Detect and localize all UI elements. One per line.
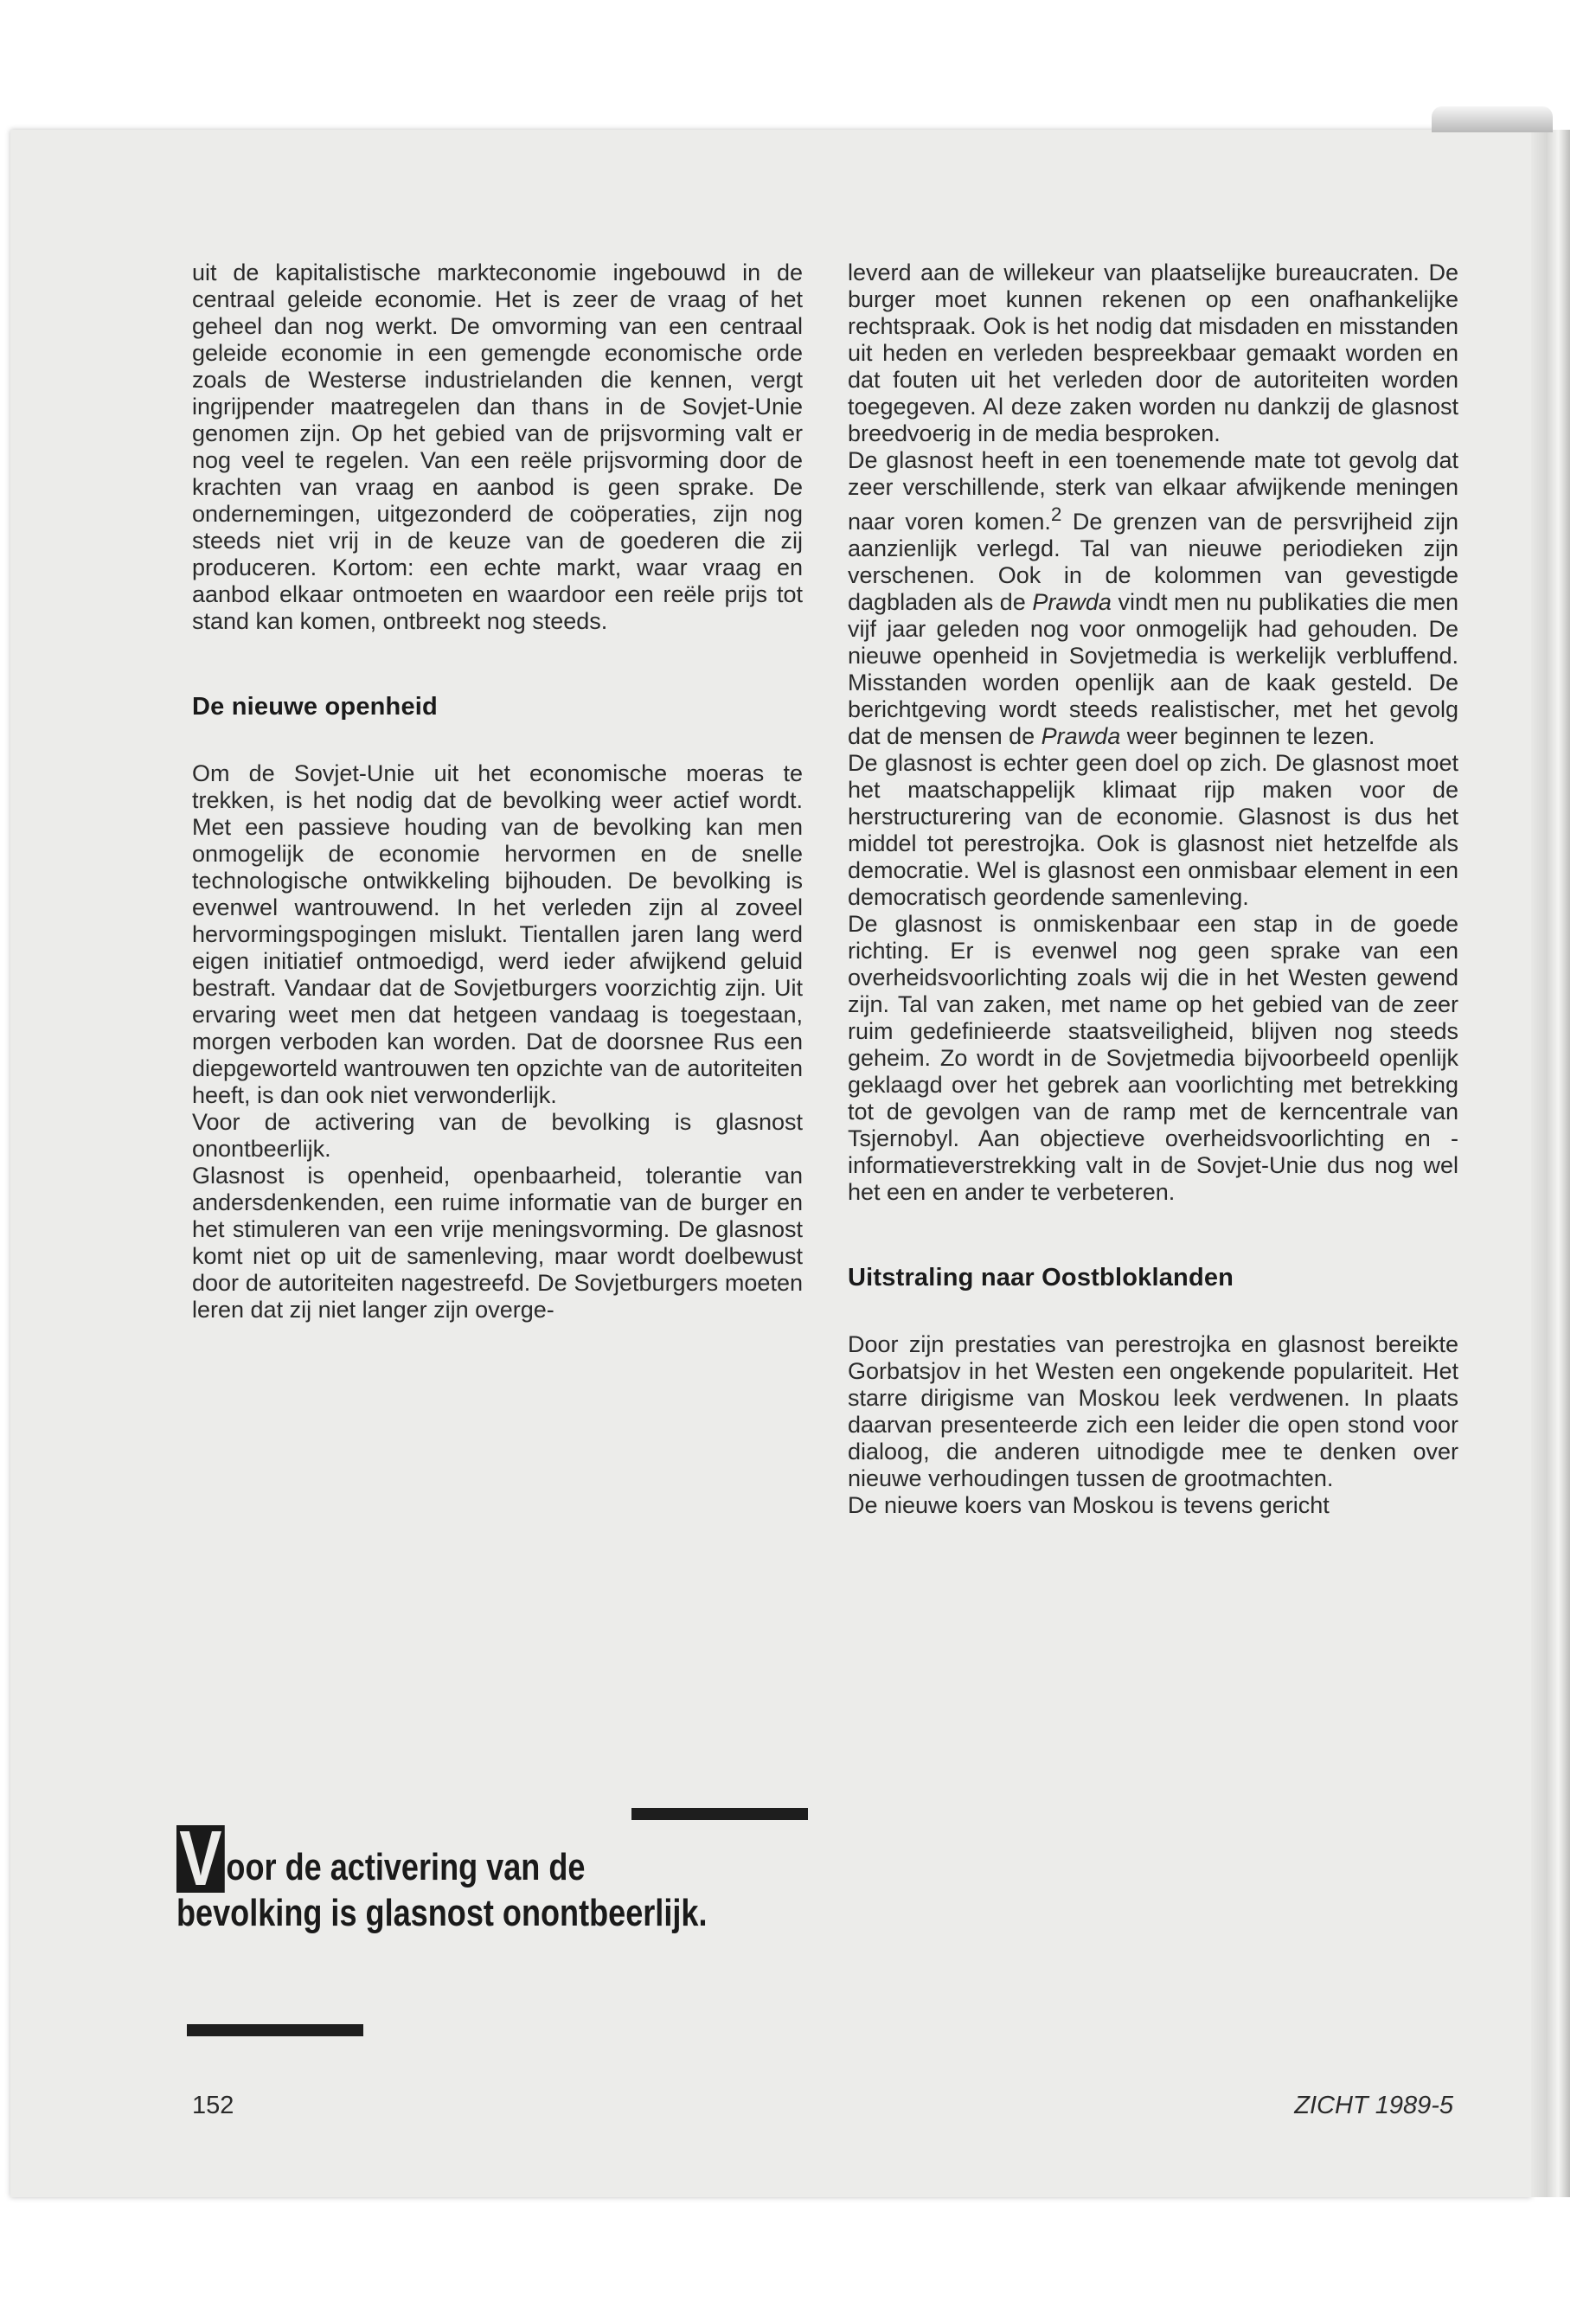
pull-quote-body: oor de activering van de bevolking is glasnost onontbeerlijk. (176, 1846, 708, 1934)
pull-quote-dropcap: V (176, 1825, 225, 1893)
right-paragraph-6: De nieuwe koers van Moskou is tevens gericht (848, 1492, 1330, 1518)
section-heading-nieuwe-openheid: De nieuwe openheid (192, 693, 438, 721)
left-paragraph-4: Glasnost is openheid, openbaarheid, tolerantie van andersdenkenden, een ruime informatie van de burger en het stimuleren van een vrije meningsvorming. De glasnost komt niet op uit de samenleving, maar wordt doelbewust door de autoriteiten nagestreefd. De Sovjetburgers moeten leren dat zij niet langer zijn overge- (192, 1163, 803, 1323)
right-paragraph-2: De glasnost heeft in een toenemende mate tot gevolg dat zeer verschillende, sterk van elkaar afwijkende meningen naar voren komen.$^2$ De grenzen van de persvrijheid zijn aanzienlijk verlegd. Tal van nieuwe periodieken zijn verschenen. Ook in de kolommen van gevestigde dagbladen als de Prawda vindt men nu publikaties die men vijf jaar geleden nog voor onmogelijk had gehouden. De nieuwe openheid in Sovjetmedia is werkelijk verbluffend. Misstanden worden openlijk aan de kaak gesteld. De berichtgeving wordt steeds realistischer, met het gevolg dat de mensen de Prawda weer beginnen te lezen. (848, 447, 1458, 749)
right-paragraph-1: leverd aan de willekeur van plaatselijke bureaucraten. De burger moet kunnen rekenen op een onafhankelijke rechtspraak. Ook is het nodig dat misdaden en misstanden uit heden en verleden bespreekbaar gemaakt worden en dat fouten uit het verleden door de autoriteiten worden toegegeven. Al deze zaken worden nu dankzij de glasnost breedvoerig in de media besproken. (848, 260, 1458, 446)
publication-title: Prawda (1032, 589, 1112, 615)
page-number: 152 (192, 2092, 234, 2119)
footnote-marker: 2 (1050, 503, 1062, 525)
pull-quote-text (176, 1816, 730, 1934)
journal-issue: ZICHT 1989-5 (1294, 2092, 1453, 2119)
right-column (848, 260, 1458, 1519)
right-paragraph-4: De glasnost is onmiskenbaar een stap in de goede richting. Er is evenwel nog geen sprake van een overheidsvoorlichting zoals wij die in het Westen gewend zijn. Tal van zaken, met name op het gebied van de zeer ruim gedefinieerde staatsveiligheid, blijven nog steeds geheim. Zo wordt in de Sovjetmedia bijvoorbeeld openlijk geklaagd over het gebrek aan voorlichting met betrekking tot de gevolgen van de ramp met de kerncentrale van Tsjernobyl. Aan objectieve overheidsvoorlichting en -informatieverstrekking valt in de Sovjet-Unie dus nog wel het een en ander te verbeteren. (848, 911, 1458, 1205)
right-paragraph-5: Door zijn prestaties van perestrojka en glasnost bereikte Gorbatsjov in het Westen een ongekende populariteit. Het starre dirigisme van Moskou leek verdwenen. In plaats daarvan presenteerde zich een leider die open stond voor dialoog, die anderen uitnodigde mee te denken over nieuwe verhoudingen tussen de grootmachten. (848, 1331, 1458, 1491)
pull-quote-bottom-rule (187, 2024, 363, 2036)
book-edge-tab (1432, 106, 1553, 132)
right-paragraph-3: De glasnost is echter geen doel op zich. De glasnost moet het maatschappelijk klimaat rijp maken voor de herstructurering van de economie. Glasnost is dus het middel tot perestrojka. Ook is glasnost niet hetzelfde als democratie. Wel is glasnost een onmisbaar element in een democratisch geordende samenleving. (848, 750, 1458, 910)
left-paragraph-3: Voor de activering van de bevolking is glasnost onontbeerlijk. (192, 1109, 803, 1162)
section-heading-oostbloklanden: Uitstraling naar Oostbloklanden (848, 1264, 1234, 1292)
left-paragraph-1: uit de kapitalistische markteconomie ingebouwd in de centraal geleide economie. Het is zeer de vraag of het geheel dan nog werkt. De omvorming van een centraal geleide economie in een gemengde economische orde zoals de Westerse industrielanden die kennen, vergt ingrijpender maatregelen dan thans in de Sovjet-Unie genomen zijn. Op het gebied van de prijsvorming valt er nog veel te regelen. Van een reële prijsvorming door de krachten van vraag en aanbod is geen sprake. De ondernemingen, uitgezonderd de coöperaties, zijn nog steeds niet vrij in de keuze van de goederen die zij produceren. Kortom: een echte markt, waar vraag en aanbod elkaar ontmoeten en waardoor een reële prijs tot stand kan komen, ontbreekt nog steeds. (192, 260, 803, 634)
left-paragraph-2: Om de Sovjet-Unie uit het economische moeras te trekken, is het nodig dat de bevolking weer actief wordt. Met een passieve houding van de bevolking kan men onmogelijk de economie hervormen en de snelle technologische ontwikkeling bijhouden. De bevolking is evenwel wantrouwend. In het verleden zijn al zoveel hervormingspogingen mislukt. Tientallen jaren lang werd eigen initiatief ontmoedigd, werd ieder afwijkend geluid bestraft. Vandaar dat de Sovjetburgers voorzichtig zijn. Uit ervaring weet men dat hetgeen vandaag is toegestaan, morgen verboden kan worden. Dat de doorsnee Rus een diepgeworteld wantrouwen ten opzichte van de autoriteiten heeft, is dan ook niet verwonderlijk. (192, 760, 803, 1108)
publication-title: Prawda (1041, 723, 1121, 749)
book-binding-edge (1531, 130, 1570, 2197)
left-column (192, 260, 803, 1324)
pull-quote-top-rule (631, 1808, 808, 1820)
